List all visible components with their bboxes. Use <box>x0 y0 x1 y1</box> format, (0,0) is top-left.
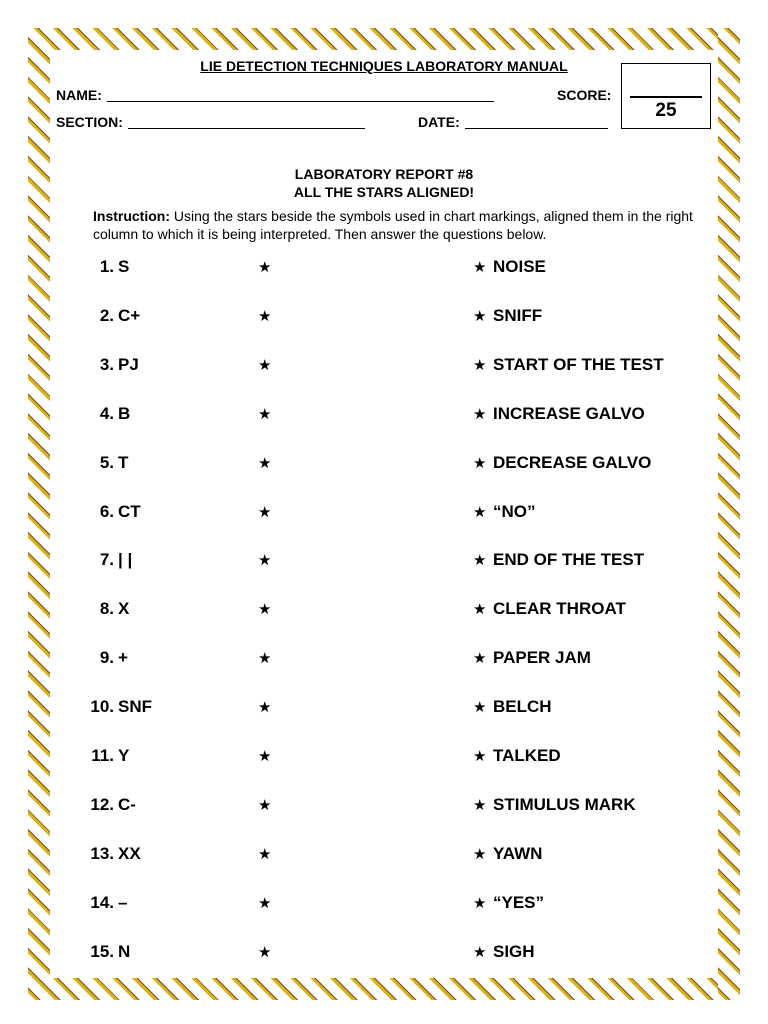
item-symbol: + <box>118 648 128 668</box>
star-icon[interactable]: ★ <box>258 894 272 912</box>
item-number: 4. <box>99 403 114 423</box>
star-icon[interactable]: ★ <box>258 845 272 863</box>
item-answer: YAWN <box>493 843 543 863</box>
star-icon[interactable]: ★ <box>258 356 272 374</box>
report-number: LABORATORY REPORT #8 <box>294 166 474 182</box>
star-icon[interactable]: ★ <box>258 307 272 325</box>
star-icon[interactable]: ★ <box>258 552 272 570</box>
item-answer: NOISE <box>493 257 546 276</box>
item-symbol: C+ <box>118 305 141 325</box>
star-icon[interactable]: ★ <box>258 454 272 472</box>
star-icon[interactable]: ★ <box>258 796 272 814</box>
item-answer: BELCH <box>493 697 552 717</box>
item-answer: “YES” <box>493 892 545 912</box>
instruction-paragraph <box>93 207 693 243</box>
item-symbol: | | <box>118 550 133 570</box>
item-number: 6. <box>99 501 114 521</box>
item-answer: END OF THE TEST <box>493 550 645 570</box>
item-answer: START OF THE TEST <box>493 354 664 374</box>
item-number: 14. <box>90 892 114 912</box>
list-item <box>0 306 768 330</box>
item-symbol: N <box>118 941 131 961</box>
item-symbol: XX <box>118 843 141 863</box>
list-item <box>0 550 768 574</box>
score-total: 25 <box>655 100 677 121</box>
item-symbol: C- <box>118 794 136 814</box>
item-symbol: CT <box>118 501 141 521</box>
item-answer: TALKED <box>493 746 561 765</box>
item-number: 8. <box>99 599 114 619</box>
item-symbol: Y <box>118 746 130 765</box>
item-symbol: SNF <box>118 697 152 717</box>
score-field[interactable] <box>630 96 702 98</box>
star-icon[interactable]: ★ <box>258 601 272 619</box>
item-number: 1. <box>99 257 114 276</box>
item-number: 12. <box>90 794 114 814</box>
instruction-label: Instruction: <box>93 208 170 224</box>
item-number: 9. <box>99 648 114 668</box>
pencil-border-top <box>28 28 740 50</box>
list-item <box>0 502 768 526</box>
item-symbol: PJ <box>118 354 139 374</box>
item-answer: INCREASE GALVO <box>493 403 645 423</box>
item-number: 15. <box>90 941 114 961</box>
star-icon[interactable]: ★ <box>473 699 487 717</box>
item-number: 2. <box>99 305 114 325</box>
star-icon[interactable]: ★ <box>473 943 487 961</box>
item-symbol: S <box>118 257 130 276</box>
star-icon[interactable]: ★ <box>473 601 487 619</box>
list-item <box>0 844 768 868</box>
star-icon[interactable]: ★ <box>473 650 487 668</box>
list-item <box>0 404 768 428</box>
item-symbol: T <box>118 452 129 472</box>
pencil-border-bottom <box>28 978 740 1000</box>
instruction-text: Using the stars beside the symbols used in chart markings, aligned them in the right column to which it is being interpreted. Then answer the questions below. <box>93 208 693 242</box>
list-item <box>0 648 768 672</box>
list-item <box>0 599 768 623</box>
item-answer: CLEAR THROAT <box>493 599 626 619</box>
star-icon[interactable]: ★ <box>473 845 487 863</box>
star-icon[interactable]: ★ <box>473 307 487 325</box>
star-icon[interactable]: ★ <box>473 894 487 912</box>
item-symbol: X <box>118 599 130 619</box>
list-item <box>0 795 768 819</box>
list-item <box>0 453 768 477</box>
star-icon[interactable]: ★ <box>473 796 487 814</box>
star-icon[interactable]: ★ <box>473 259 487 276</box>
score-box <box>621 63 711 129</box>
star-icon[interactable]: ★ <box>258 503 272 521</box>
item-number: 3. <box>99 354 114 374</box>
date-field[interactable] <box>465 128 608 129</box>
manual-title: LIE DETECTION TECHNIQUES LABORATORY MANUAL <box>200 58 568 74</box>
list-item <box>0 893 768 917</box>
star-icon[interactable]: ★ <box>258 405 272 423</box>
star-icon[interactable]: ★ <box>258 943 272 961</box>
section-label: SECTION: <box>56 114 123 130</box>
star-icon[interactable]: ★ <box>473 503 487 521</box>
item-symbol: – <box>118 892 128 912</box>
list-item <box>0 697 768 721</box>
item-number: 5. <box>99 452 114 472</box>
report-title: ALL THE STARS ALIGNED! <box>293 184 475 200</box>
item-answer: “NO” <box>493 501 536 521</box>
list-item <box>0 942 768 966</box>
item-answer: PAPER JAM <box>493 648 591 668</box>
item-answer: STIMULUS MARK <box>493 794 636 814</box>
star-icon[interactable]: ★ <box>258 699 272 717</box>
star-icon[interactable]: ★ <box>258 259 272 276</box>
item-symbol: B <box>118 403 131 423</box>
section-field[interactable] <box>128 128 365 129</box>
star-icon[interactable]: ★ <box>473 748 487 765</box>
list-item <box>0 355 768 379</box>
item-number: 7. <box>99 550 114 570</box>
item-answer: DECREASE GALVO <box>493 452 652 472</box>
item-number: 10. <box>90 697 114 717</box>
name-field[interactable] <box>107 101 494 102</box>
item-answer: SNIFF <box>493 305 543 325</box>
star-icon[interactable]: ★ <box>473 552 487 570</box>
list-item <box>0 746 768 770</box>
item-number: 13. <box>90 843 114 863</box>
score-label: SCORE: <box>557 87 612 103</box>
star-icon[interactable]: ★ <box>473 405 487 423</box>
item-number: 11. <box>91 746 114 765</box>
name-label: NAME: <box>56 87 102 103</box>
star-icon[interactable]: ★ <box>473 454 487 472</box>
star-icon[interactable]: ★ <box>258 748 272 765</box>
item-answer: SIGH <box>493 941 535 961</box>
star-icon[interactable]: ★ <box>258 650 272 668</box>
date-label: DATE: <box>418 114 460 130</box>
list-item <box>0 257 768 281</box>
star-icon[interactable]: ★ <box>473 356 487 374</box>
